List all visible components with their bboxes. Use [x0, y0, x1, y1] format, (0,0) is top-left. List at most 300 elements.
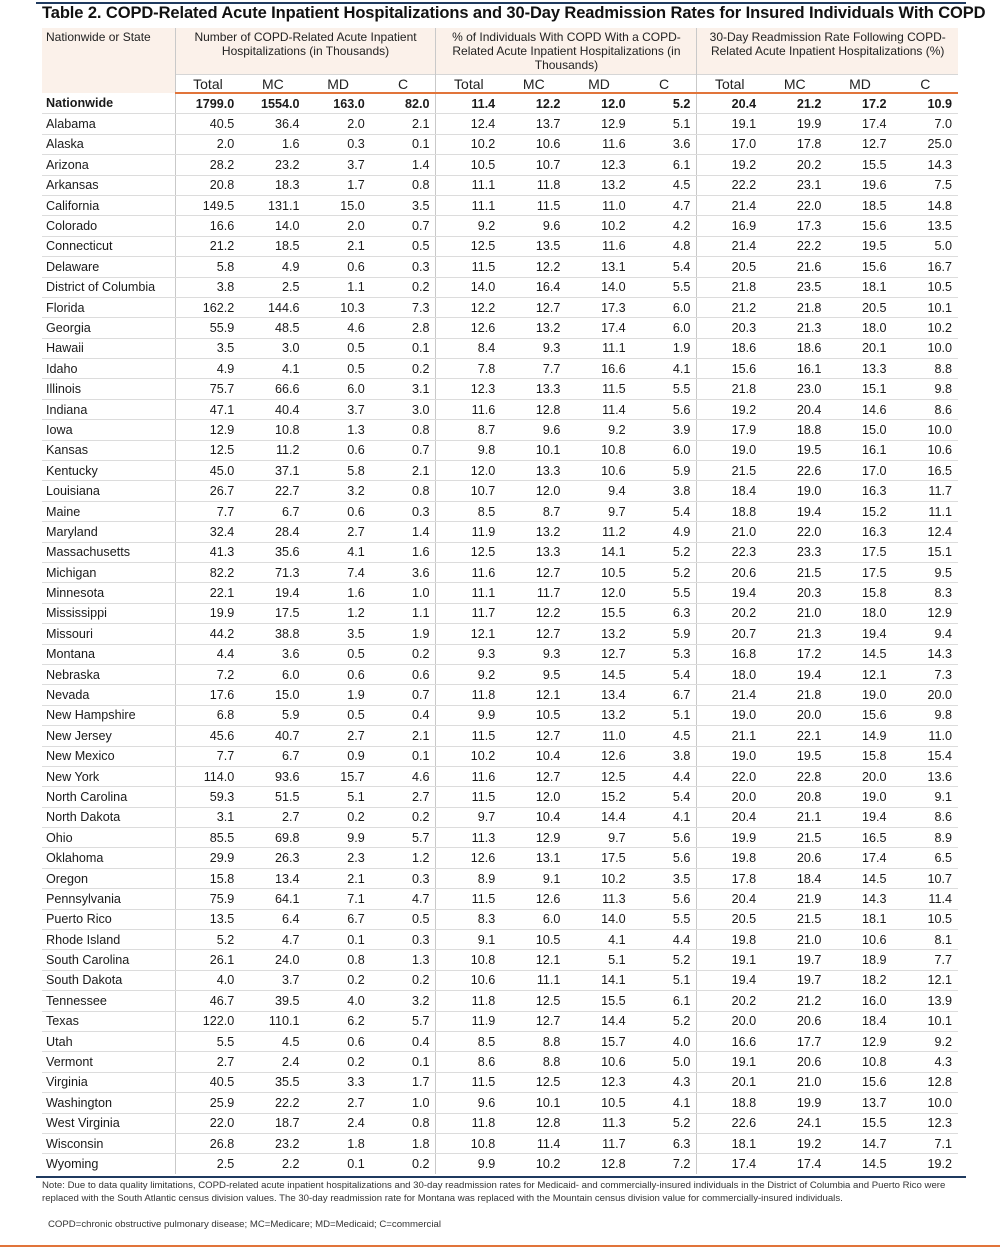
value-cell: 14.0	[436, 277, 501, 297]
value-cell: 0.2	[306, 807, 371, 827]
table-row	[42, 787, 958, 807]
value-cell: 3.5	[371, 195, 436, 215]
value-cell: 7.8	[436, 359, 501, 379]
value-cell: 0.2	[371, 807, 436, 827]
value-cell: 6.0	[240, 664, 305, 684]
value-cell: 12.9	[893, 603, 958, 623]
value-cell: 10.8	[240, 420, 305, 440]
value-cell: 3.6	[240, 644, 305, 664]
value-cell: 8.9	[893, 828, 958, 848]
table-row	[42, 1031, 958, 1051]
value-cell: 8.5	[436, 1031, 501, 1051]
value-cell: 6.1	[632, 155, 697, 175]
value-cell: 16.6	[175, 216, 240, 236]
value-cell: 5.9	[632, 461, 697, 481]
value-cell: 10.1	[501, 440, 566, 460]
table-row	[42, 155, 958, 175]
value-cell: 51.5	[240, 787, 305, 807]
value-cell: 3.7	[240, 970, 305, 990]
value-cell: 5.4	[632, 787, 697, 807]
value-cell: 20.6	[762, 1011, 827, 1031]
value-cell: 6.0	[306, 379, 371, 399]
value-cell: 1.6	[306, 583, 371, 603]
value-cell: 20.0	[762, 705, 827, 725]
value-cell: 29.9	[175, 848, 240, 868]
value-cell: 21.0	[762, 603, 827, 623]
value-cell: 17.2	[827, 93, 892, 114]
value-cell: 1.2	[371, 848, 436, 868]
value-cell: 9.4	[893, 624, 958, 644]
value-cell: 21.0	[762, 1072, 827, 1092]
value-cell: 0.7	[371, 685, 436, 705]
value-cell: 4.9	[175, 359, 240, 379]
value-cell: 1.7	[306, 175, 371, 195]
value-cell: 12.2	[501, 603, 566, 623]
value-cell: 22.8	[762, 766, 827, 786]
value-cell: 19.8	[697, 848, 762, 868]
value-cell: 12.0	[501, 481, 566, 501]
value-cell: 4.1	[566, 930, 631, 950]
subcolumn-header-mc: MC	[240, 75, 305, 94]
value-cell: 18.2	[827, 970, 892, 990]
value-cell: 26.3	[240, 848, 305, 868]
value-cell: 7.3	[371, 297, 436, 317]
value-cell: 64.1	[240, 889, 305, 909]
value-cell: 2.0	[306, 216, 371, 236]
value-cell: 0.8	[371, 175, 436, 195]
value-cell: 19.1	[697, 114, 762, 134]
value-cell: 9.6	[501, 420, 566, 440]
value-cell: 22.6	[697, 1113, 762, 1133]
value-cell: 18.5	[827, 195, 892, 215]
value-cell: 17.3	[566, 297, 631, 317]
value-cell: 9.7	[566, 501, 631, 521]
value-cell: 11.4	[566, 399, 631, 419]
value-cell: 85.5	[175, 828, 240, 848]
value-cell: 2.1	[306, 868, 371, 888]
value-cell: 5.0	[632, 1052, 697, 1072]
value-cell: 9.4	[566, 481, 631, 501]
value-cell: 0.1	[371, 1052, 436, 1072]
value-cell: 38.8	[240, 624, 305, 644]
value-cell: 11.5	[436, 1072, 501, 1092]
value-cell: 19.1	[697, 1052, 762, 1072]
value-cell: 0.6	[306, 1031, 371, 1051]
value-cell: 0.6	[306, 664, 371, 684]
value-cell: 26.7	[175, 481, 240, 501]
value-cell: 9.8	[893, 379, 958, 399]
state-name-cell: Montana	[42, 644, 175, 664]
value-cell: 8.6	[893, 807, 958, 827]
value-cell: 17.5	[827, 542, 892, 562]
value-cell: 40.5	[175, 1072, 240, 1092]
value-cell: 1.8	[371, 1133, 436, 1153]
value-cell: 20.0	[697, 1011, 762, 1031]
state-name-cell: South Dakota	[42, 970, 175, 990]
value-cell: 2.4	[306, 1113, 371, 1133]
value-cell: 162.2	[175, 297, 240, 317]
value-cell: 5.2	[632, 542, 697, 562]
table-row	[42, 1113, 958, 1133]
value-cell: 10.6	[566, 461, 631, 481]
value-cell: 19.4	[762, 664, 827, 684]
value-cell: 0.7	[371, 216, 436, 236]
table-row	[42, 950, 958, 970]
value-cell: 14.6	[827, 399, 892, 419]
value-cell: 0.2	[371, 644, 436, 664]
value-cell: 0.6	[306, 501, 371, 521]
value-cell: 22.0	[175, 1113, 240, 1133]
value-cell: 0.1	[371, 746, 436, 766]
value-cell: 5.1	[632, 114, 697, 134]
value-cell: 7.1	[306, 889, 371, 909]
value-cell: 0.3	[371, 257, 436, 277]
value-cell: 11.5	[436, 726, 501, 746]
value-cell: 19.0	[827, 787, 892, 807]
value-cell: 17.2	[762, 644, 827, 664]
value-cell: 1.0	[371, 1093, 436, 1113]
value-cell: 12.5	[436, 236, 501, 256]
state-name-cell: Washington	[42, 1093, 175, 1113]
value-cell: 1.9	[371, 624, 436, 644]
value-cell: 4.3	[893, 1052, 958, 1072]
value-cell: 19.9	[175, 603, 240, 623]
value-cell: 16.6	[566, 359, 631, 379]
abbreviations-line: COPD=chronic obstructive pulmonary disease; MC=Medicare; MD=Medicaid; C=commercial	[48, 1219, 441, 1230]
value-cell: 19.0	[762, 481, 827, 501]
value-cell: 18.3	[240, 175, 305, 195]
table-row	[42, 481, 958, 501]
value-cell: 21.8	[697, 277, 762, 297]
value-cell: 8.8	[501, 1052, 566, 1072]
value-cell: 18.4	[762, 868, 827, 888]
value-cell: 47.1	[175, 399, 240, 419]
value-cell: 19.7	[762, 970, 827, 990]
value-cell: 19.1	[697, 950, 762, 970]
value-cell: 1.7	[371, 1072, 436, 1092]
value-cell: 12.8	[501, 399, 566, 419]
value-cell: 40.7	[240, 726, 305, 746]
value-cell: 12.0	[501, 787, 566, 807]
state-name-cell: California	[42, 195, 175, 215]
state-name-cell: Missouri	[42, 624, 175, 644]
value-cell: 10.6	[827, 930, 892, 950]
value-cell: 15.5	[566, 991, 631, 1011]
value-cell: 163.0	[306, 93, 371, 114]
table-row	[42, 542, 958, 562]
value-cell: 35.6	[240, 542, 305, 562]
table-row	[42, 807, 958, 827]
value-cell: 10.4	[501, 807, 566, 827]
value-cell: 32.4	[175, 522, 240, 542]
value-cell: 0.5	[306, 338, 371, 358]
value-cell: 16.1	[762, 359, 827, 379]
state-name-cell: Massachusetts	[42, 542, 175, 562]
value-cell: 12.7	[501, 297, 566, 317]
group-header-hospitalizations: Number of COPD-Related Acute Inpatient Hospitalizations (in Thousands)	[175, 28, 436, 75]
value-cell: 17.5	[240, 603, 305, 623]
value-cell: 23.3	[762, 542, 827, 562]
value-cell: 7.7	[501, 359, 566, 379]
value-cell: 19.0	[697, 705, 762, 725]
value-cell: 12.5	[175, 440, 240, 460]
value-cell: 15.8	[827, 583, 892, 603]
subcolumn-header-c: C	[632, 75, 697, 94]
value-cell: 122.0	[175, 1011, 240, 1031]
value-cell: 5.2	[632, 93, 697, 114]
value-cell: 3.3	[306, 1072, 371, 1092]
value-cell: 16.5	[893, 461, 958, 481]
value-cell: 12.3	[893, 1113, 958, 1133]
value-cell: 11.1	[501, 970, 566, 990]
value-cell: 12.7	[827, 134, 892, 154]
value-cell: 11.8	[436, 685, 501, 705]
value-cell: 16.0	[827, 991, 892, 1011]
value-cell: 1.1	[371, 603, 436, 623]
value-cell: 21.2	[175, 236, 240, 256]
value-cell: 0.5	[371, 236, 436, 256]
value-cell: 5.1	[632, 705, 697, 725]
value-cell: 18.7	[240, 1113, 305, 1133]
value-cell: 13.3	[827, 359, 892, 379]
value-cell: 4.8	[632, 236, 697, 256]
value-cell: 0.3	[371, 930, 436, 950]
value-cell: 13.2	[501, 522, 566, 542]
value-cell: 45.6	[175, 726, 240, 746]
table-row	[42, 562, 958, 582]
value-cell: 16.6	[697, 1031, 762, 1051]
table-row	[42, 746, 958, 766]
value-cell: 19.0	[827, 685, 892, 705]
value-cell: 1.9	[632, 338, 697, 358]
value-cell: 3.1	[175, 807, 240, 827]
value-cell: 17.4	[827, 848, 892, 868]
value-cell: 5.6	[632, 889, 697, 909]
value-cell: 16.3	[827, 522, 892, 542]
value-cell: 10.0	[893, 420, 958, 440]
value-cell: 10.2	[436, 746, 501, 766]
value-cell: 22.6	[762, 461, 827, 481]
value-cell: 3.2	[306, 481, 371, 501]
value-cell: 82.2	[175, 562, 240, 582]
value-cell: 12.9	[501, 828, 566, 848]
value-cell: 14.9	[827, 726, 892, 746]
value-cell: 15.7	[566, 1031, 631, 1051]
value-cell: 16.8	[697, 644, 762, 664]
value-cell: 14.0	[566, 909, 631, 929]
state-name-cell: Rhode Island	[42, 930, 175, 950]
value-cell: 7.7	[175, 746, 240, 766]
value-cell: 5.5	[175, 1031, 240, 1051]
value-cell: 2.4	[240, 1052, 305, 1072]
value-cell: 20.0	[697, 787, 762, 807]
value-cell: 9.2	[436, 216, 501, 236]
value-cell: 17.0	[697, 134, 762, 154]
value-cell: 19.2	[927, 1157, 952, 1171]
value-cell: 17.4	[566, 318, 631, 338]
table-row	[42, 318, 958, 338]
value-cell: 3.7	[306, 399, 371, 419]
value-cell: 10.5	[566, 562, 631, 582]
value-cell: 21.5	[697, 461, 762, 481]
state-name-cell: Illinois	[42, 379, 175, 399]
value-cell: 1799.0	[175, 93, 240, 114]
value-cell: 11.5	[436, 787, 501, 807]
value-cell: 6.0	[632, 440, 697, 460]
value-cell: 10.5	[436, 155, 501, 175]
value-cell: 13.5	[501, 236, 566, 256]
value-cell: 12.6	[436, 848, 501, 868]
value-cell: 18.8	[697, 1093, 762, 1113]
value-cell: 2.2	[282, 1157, 300, 1171]
value-cell: 18.4	[827, 1011, 892, 1031]
value-cell: 4.7	[371, 889, 436, 909]
value-cell: 7.7	[893, 950, 958, 970]
value-cell: 20.6	[762, 1052, 827, 1072]
table-row	[42, 970, 958, 990]
value-cell: 11.3	[566, 1113, 631, 1133]
value-cell: 9.6	[436, 1093, 501, 1113]
value-cell: 5.7	[371, 1011, 436, 1031]
value-cell: 10.8	[566, 440, 631, 460]
value-cell: 10.2	[566, 868, 631, 888]
value-cell: 18.5	[240, 236, 305, 256]
value-cell: 16.9	[697, 216, 762, 236]
value-cell: 20.0	[893, 685, 958, 705]
value-cell: 10.0	[893, 338, 958, 358]
subcolumn-header-md: MD	[827, 75, 892, 94]
value-cell: 11.9	[436, 522, 501, 542]
state-name-cell: Indiana	[42, 399, 175, 419]
value-cell: 9.7	[566, 828, 631, 848]
value-cell: 17.8	[697, 868, 762, 888]
value-cell: 35.5	[240, 1072, 305, 1092]
value-cell: 1.2	[306, 603, 371, 623]
value-cell: 19.7	[762, 950, 827, 970]
value-cell: 18.8	[697, 501, 762, 521]
subcolumn-header-mc: MC	[501, 75, 566, 94]
value-cell: 3.5	[632, 868, 697, 888]
value-cell: 10.1	[893, 1011, 958, 1031]
value-cell: 21.4	[697, 236, 762, 256]
value-cell: 12.5	[501, 991, 566, 1011]
value-cell: 22.3	[697, 542, 762, 562]
value-cell: 20.4	[697, 889, 762, 909]
value-cell: 4.5	[632, 726, 697, 746]
value-cell: 12.7	[501, 562, 566, 582]
value-cell: 22.2	[762, 236, 827, 256]
value-cell: 19.2	[762, 1133, 827, 1153]
value-cell: 18.1	[697, 1133, 762, 1153]
state-name-cell: Texas	[42, 1011, 175, 1031]
value-cell: 13.6	[893, 766, 958, 786]
value-cell: 18.4	[697, 481, 762, 501]
value-cell: 7.4	[306, 562, 371, 582]
state-name-cell: Wyoming	[46, 1157, 99, 1171]
value-cell: 2.1	[306, 236, 371, 256]
value-cell: 2.7	[371, 787, 436, 807]
value-cell: 12.7	[501, 1011, 566, 1031]
value-cell: 10.6	[501, 134, 566, 154]
value-cell: 21.5	[762, 909, 827, 929]
state-name-cell: New Jersey	[42, 726, 175, 746]
state-name-cell: Ohio	[42, 828, 175, 848]
value-cell: 10.6	[893, 440, 958, 460]
value-cell: 28.2	[175, 155, 240, 175]
value-cell: 15.2	[566, 787, 631, 807]
value-cell: 13.7	[827, 1093, 892, 1113]
value-cell: 20.6	[697, 562, 762, 582]
value-cell: 19.5	[827, 236, 892, 256]
value-cell: 6.7	[306, 909, 371, 929]
value-cell: 8.3	[893, 583, 958, 603]
value-cell: 0.2	[306, 970, 371, 990]
value-cell: 2.7	[175, 1052, 240, 1072]
value-cell: 14.5	[827, 868, 892, 888]
state-name-cell: Kentucky	[42, 461, 175, 481]
value-cell: 22.2	[697, 175, 762, 195]
value-cell: 8.4	[436, 338, 501, 358]
value-cell: 11.5	[566, 379, 631, 399]
value-cell: 18.1	[827, 277, 892, 297]
value-cell: 0.5	[306, 644, 371, 664]
value-cell: 0.4	[371, 1031, 436, 1051]
value-cell: 0.2	[371, 970, 436, 990]
value-cell: 10.5	[566, 1093, 631, 1113]
table-row	[42, 236, 958, 256]
value-cell: 4.1	[632, 807, 697, 827]
state-name-cell: Colorado	[42, 216, 175, 236]
value-cell: 10.7	[893, 868, 958, 888]
value-cell: 15.1	[827, 379, 892, 399]
table-row	[42, 501, 958, 521]
value-cell: 10.5	[501, 930, 566, 950]
value-cell: 7.2	[175, 664, 240, 684]
value-cell: 19.9	[762, 114, 827, 134]
value-cell: 1.4	[371, 522, 436, 542]
value-cell: 69.8	[240, 828, 305, 848]
value-cell: 11.4	[893, 889, 958, 909]
value-cell: 19.2	[697, 399, 762, 419]
value-cell: 10.6	[566, 1052, 631, 1072]
state-name-cell: North Dakota	[42, 807, 175, 827]
value-cell: 11.1	[436, 195, 501, 215]
value-cell: 9.9	[306, 828, 371, 848]
value-cell: 9.8	[893, 705, 958, 725]
value-cell: 20.3	[697, 318, 762, 338]
value-cell: 10.8	[827, 1052, 892, 1072]
value-cell: 20.5	[697, 257, 762, 277]
table-row	[42, 338, 958, 358]
value-cell: 21.2	[762, 93, 827, 114]
value-cell: 5.5	[632, 277, 697, 297]
value-cell: 10.2	[436, 134, 501, 154]
subcolumn-header-mc: MC	[762, 75, 827, 94]
value-cell: 5.6	[632, 399, 697, 419]
value-cell: 13.1	[501, 848, 566, 868]
table-row	[42, 1072, 958, 1092]
value-cell: 40.5	[175, 114, 240, 134]
table-row	[42, 1011, 958, 1031]
value-cell: 20.1	[697, 1072, 762, 1092]
state-name-cell: North Carolina	[42, 787, 175, 807]
value-cell: 16.4	[501, 277, 566, 297]
state-name-cell: Alaska	[42, 134, 175, 154]
value-cell: 15.2	[827, 501, 892, 521]
table-note: Note: Due to data quality limitations, COPD-related acute inpatient hospitalizations and 30-day readmission rates for Medicaid- and commercially-insured individuals in the District of Columbia and Puerto Rico were replaced with the South Atlantic census division values. The 30-day readmission rate for Montana was replaced with the Mountain census division value for commercially-insured individuals.	[42, 1180, 946, 1204]
value-cell: 3.8	[632, 746, 697, 766]
value-cell: 20.0	[827, 766, 892, 786]
